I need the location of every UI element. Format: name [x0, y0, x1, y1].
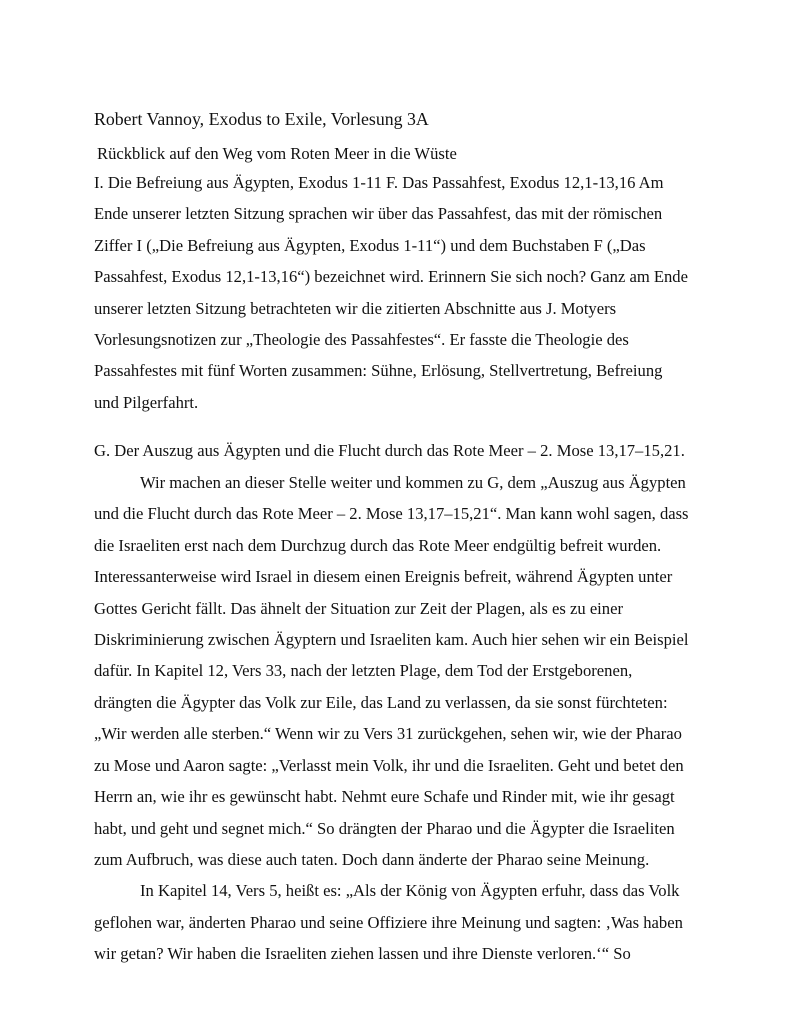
document-title: Robert Vannoy, Exodus to Exile, Vorlesung 3A [94, 109, 429, 129]
paragraph-line: In Kapitel 14, Vers 5, heißt es: „Als der König von Ägypten erfuhr, dass das Volk [140, 881, 680, 900]
paragraph-line: dafür. In Kapitel 12, Vers 33, nach der letzten Plage, dem Tod der Erstgeborenen, [94, 661, 633, 680]
paragraph-line: habt, und geht und segnet mich.“ So drängten der Pharao und die Ägypter die Israeliten [94, 819, 675, 838]
paragraph-line: Interessanterweise wird Israel in diesem einen Ereignis befreit, während Ägypten unter [94, 567, 673, 586]
paragraph-line: unserer letzten Sitzung betrachteten wir die zitierten Abschnitte aus J. Motyers [94, 299, 617, 318]
paragraph-line: Passahfest, Exodus 12,1-13,16“) bezeichnet wird. Erinnern Sie sich noch? Ganz am Ende [94, 267, 688, 286]
paragraph-line: geflohen war, änderten Pharao und seine Offiziere ihre Meinung und sagten: ‚Was haben [94, 913, 683, 932]
paragraph-line: zum Aufbruch, was diese auch taten. Doch dann änderte der Pharao seine Meinung. [94, 850, 650, 869]
paragraph-line: Ziffer I („Die Befreiung aus Ägypten, Exodus 1-11“) und dem Buchstaben F („Das [94, 236, 646, 255]
paragraph-line: Diskriminierung zwischen Ägyptern und Israeliten kam. Auch hier sehen wir ein Beispiel [94, 630, 689, 649]
section-heading: G. Der Auszug aus Ägypten und die Flucht durch das Rote Meer – 2. Mose 13,17–15,21. [94, 441, 685, 460]
paragraph-line: Passahfestes mit fünf Worten zusammen: Sühne, Erlösung, Stellvertretung, Befreiung [94, 361, 663, 380]
paragraph-line: und Pilgerfahrt. [94, 393, 199, 412]
paragraph-line: zu Mose und Aaron sagte: „Verlasst mein Volk, ihr und die Israeliten. Geht und betet den [94, 756, 684, 775]
paragraph-line: „Wir werden alle sterben.“ Wenn wir zu Vers 31 zurückgehen, sehen wir, wie der Pharao [94, 724, 682, 743]
paragraph-line: wir getan? Wir haben die Israeliten ziehen lassen und ihre Dienste verloren.‘“ So [94, 944, 631, 963]
paragraph-line: Ende unserer letzten Sitzung sprachen wir über das Passahfest, das mit der römischen [94, 204, 663, 223]
paragraph-line: Vorlesungsnotizen zur „Theologie des Passahfestes“. Er fasste die Theologie des [94, 330, 629, 349]
paragraph-line: Wir machen an dieser Stelle weiter und kommen zu G, dem „Auszug aus Ägypten [140, 473, 686, 492]
document-subtitle: Rückblick auf den Weg vom Roten Meer in die Wüste [97, 144, 457, 163]
paragraph-line: und die Flucht durch das Rote Meer – 2. Mose 13,17–15,21“. Man kann wohl sagen, dass [94, 504, 689, 523]
paragraph-line: die Israeliten erst nach dem Durchzug durch das Rote Meer endgültig befreit wurden. [94, 536, 662, 555]
paragraph-line: I. Die Befreiung aus Ägypten, Exodus 1-11 F. Das Passahfest, Exodus 12,1-13,16 Am [94, 173, 664, 192]
paragraph-line: Gottes Gericht fällt. Das ähnelt der Situation zur Zeit der Plagen, als es zu einer [94, 599, 623, 618]
paragraph-line: Herrn an, wie ihr es gewünscht habt. Nehmt eure Schafe und Rinder mit, wie ihr gesagt [94, 787, 675, 806]
paragraph-line: drängten die Ägypter das Volk zur Eile, das Land zu verlassen, da sie sonst fürchteten: [94, 693, 668, 712]
